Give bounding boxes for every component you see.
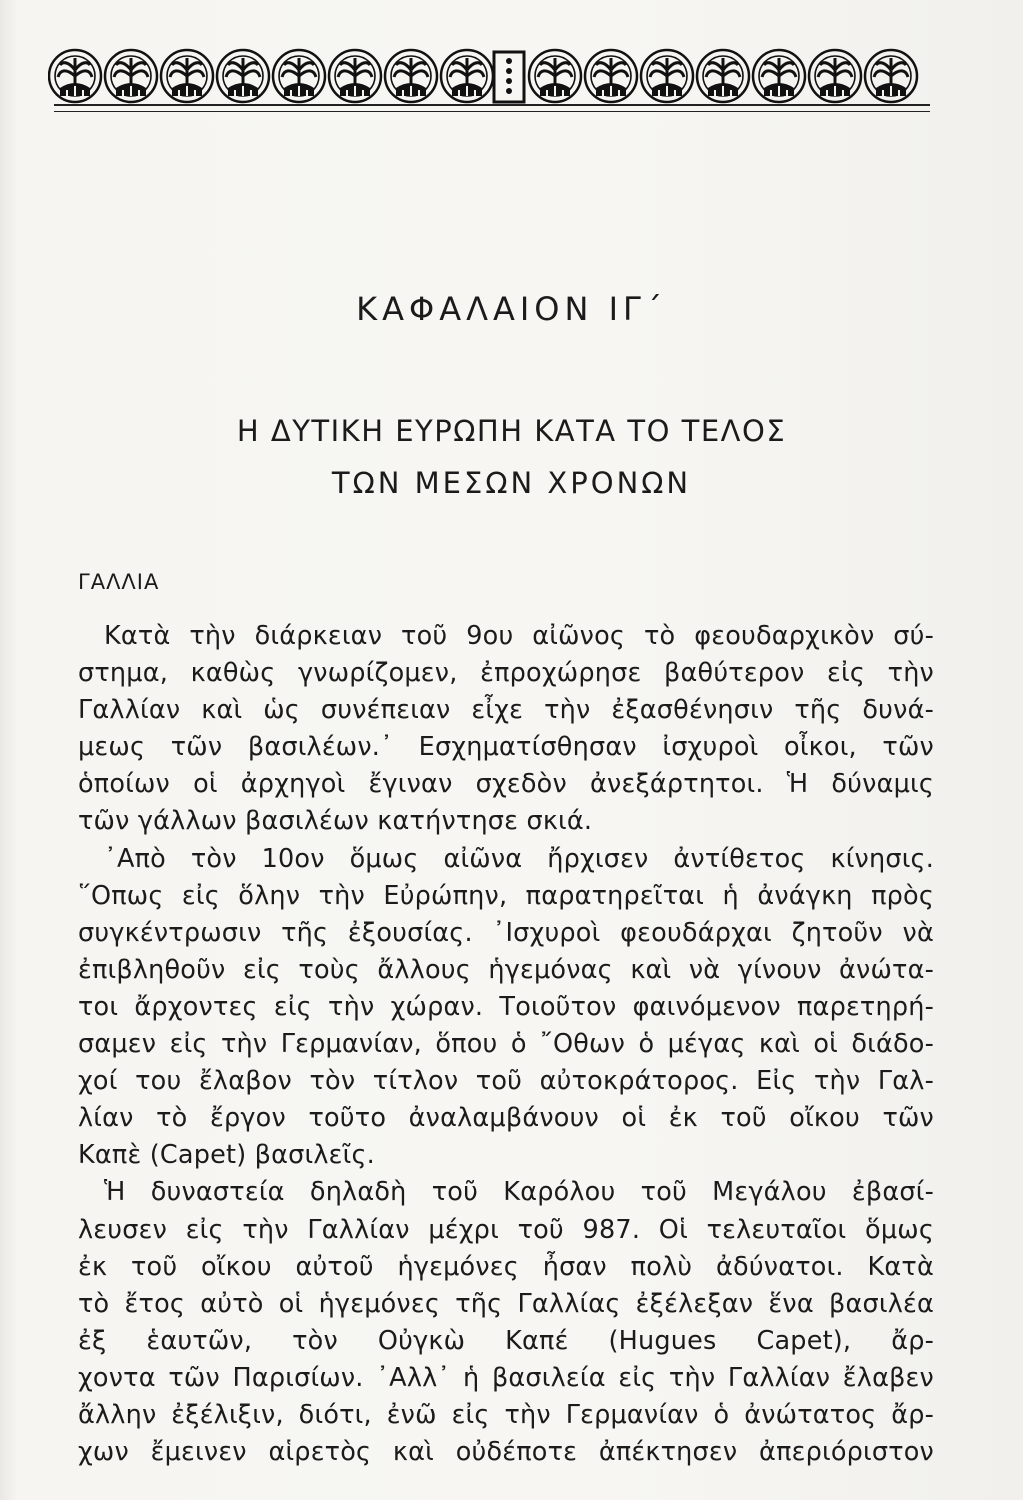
text-line: Γαλλίαν καὶ ὡς συνέπειαν εἶχε τὴν ἐξασθένησιν τῆς δυνά- [78, 695, 934, 726]
text-line: τὸ ἔτος αὐτὸ οἱ ἡγεμόνες τῆς Γαλλίας ἐξέλεξαν ἕνα βασιλέα [78, 1288, 934, 1319]
text-line: ὁποίων οἱ ἀρχηγοὶ ἔγιναν σχεδὸν ἀνεξάρτητοι. Ἡ δύναμις [78, 769, 934, 800]
text-line: ἐξ ἑαυτῶν, τὸν Οὐγκὼ Καπέ (Hugues Capet), ἄρ- [78, 1325, 934, 1356]
text-line: μεως τῶν βασιλέων.᾿ Εσχηματίσθησαν ἰσχυροὶ οἶκοι, τῶν [78, 732, 934, 763]
text-line: λίαν τὸ ἔργον τοῦτο ἀναλαμβάνουν οἱ ἐκ τοῦ οἴκου τῶν [78, 1103, 934, 1134]
text-line: σαμεν εἰς τὴν Γερμανίαν, ὅπου ὁ ῎Οθων ὁ μέγας καὶ οἱ διάδο- [78, 1029, 934, 1060]
text-line: ῞Οπως εἰς ὅλην τὴν Εὐρώπην, παρατηρεῖται ἡ ἀνάγκη πρὸς [78, 880, 934, 911]
header-rule-thin [54, 111, 930, 112]
text-line: χοί του ἔλαβον τὸν τίτλον τοῦ αὐτοκράτορος. Εἰς τὴν Γαλ- [78, 1066, 934, 1097]
text-line: χοντα τῶν Παρισίων. ᾿Αλλ᾿ ἡ βασιλεία εἰς τὴν Γαλλίαν ἔλαβεν [78, 1362, 934, 1393]
text-line: συγκέντρωσιν τῆς ἐξουσίας. ᾿Ισχυροὶ φεουδάρχαι ζητοῦν νὰ [78, 917, 934, 948]
text-line: στημα, καθὼς γνωρίζομεν, ἐπροχώρησε βαθύτερον εἰς τὴν [78, 658, 934, 689]
header-rule-thick [54, 104, 930, 106]
text-line: Καπὲ (Capet) βασιλεῖς. [78, 1140, 375, 1171]
text-line: χων ἔμεινεν αἱρετὸς καὶ οὐδέποτε ἀπέκτησεν ἀπεριόριστον [78, 1437, 934, 1468]
text-line: ᾿Απὸ τὸν 10ον ὅμως αἰῶνα ἤρχισεν ἀντίθετος κίνησις. [104, 843, 934, 874]
text-line: Κατὰ τὴν διάρκειαν τοῦ 9ου αἰῶνος τὸ φεουδαρχικὸν σύ- [104, 621, 934, 651]
decorative-header-border [48, 44, 934, 110]
text-line: ἄλλην ἐξέλιξιν, διότι, ἐνῶ εἰς τὴν Γερμανίαν ὁ ἀνώτατος ἄρ- [78, 1399, 934, 1430]
text-line: ἐκ τοῦ οἴκου αὐτοῦ ἡγεμόνες ἦσαν πολὺ ἀδύνατοι. Κατὰ [78, 1251, 934, 1282]
text-line: ἐπιβληθοῦν εἰς τοὺς ἄλλους ἡγεμόνας καὶ νὰ γίνουν ἀνώτα- [78, 954, 934, 985]
chapter-title-line-1: Η ΔΥΤΙΚΗ ΕΥΡΩΠΗ ΚΑΤΑ ΤΟ ΤΕΛΟΣ [236, 414, 787, 448]
text-line: τῶν γάλλων βασιλέων κατήντησε σκιά. [78, 806, 593, 837]
text-line: λευσεν εἰς τὴν Γαλλίαν μέχρι τοῦ 987. Οἱ τελευταῖοι ὅμως [78, 1214, 934, 1245]
text-line: τοι ἄρχοντες εἰς τὴν χώραν. Τοιοῦτον φαινόμενον παρετηρή- [78, 991, 934, 1022]
section-heading: ΓΑΛΛΙΑ [78, 570, 160, 594]
text-line: Ἡ δυναστεία δηλαδὴ τοῦ Καρόλου τοῦ Μεγάλου ἐβασί- [104, 1177, 934, 1208]
body-text [78, 618, 934, 1471]
chapter-title-line-2: ΤΩΝ ΜΕΣΩΝ ΧΡΟΝΩΝ [331, 466, 692, 500]
chapter-heading: ΚΑΦΑΛΑΙΟΝ ΙΓ΄ [356, 290, 667, 328]
